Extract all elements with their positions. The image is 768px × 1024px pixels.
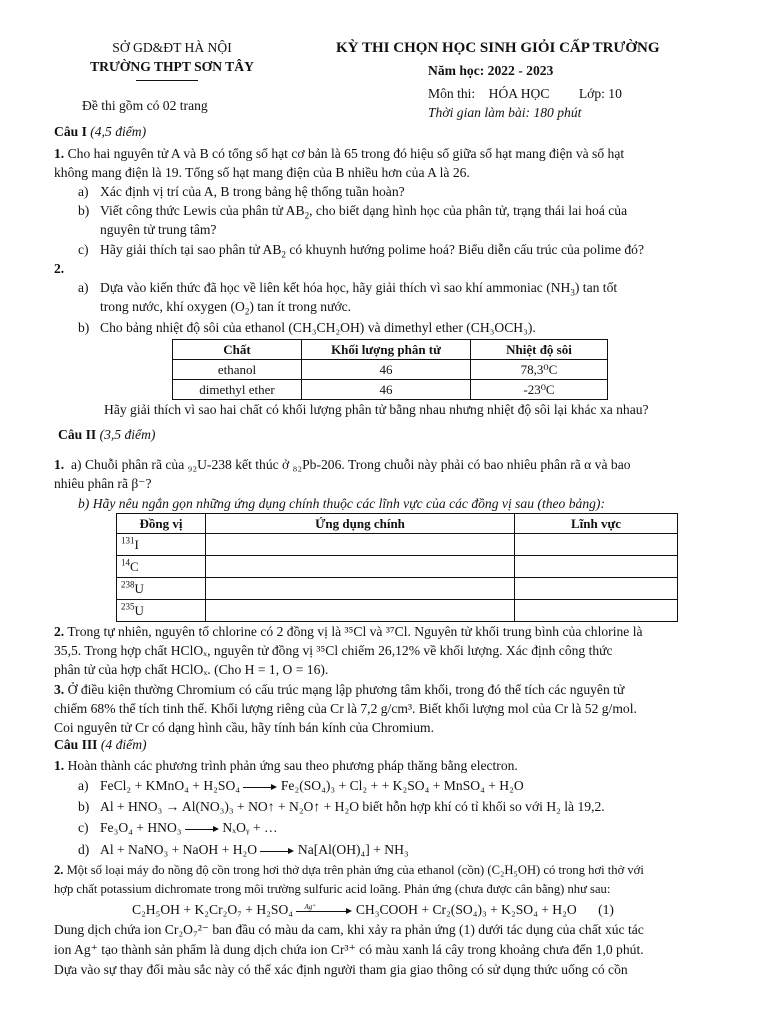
- subject-name: HÓA HỌC: [488, 86, 550, 101]
- subject-line: [428, 86, 622, 102]
- q1-points: (4,5 điểm): [90, 124, 147, 139]
- isotope-table: [116, 513, 678, 622]
- table-cell: 46: [302, 360, 471, 380]
- q1-2b: b) Cho bảng nhiệt độ sôi của ethanol (CH₃CH₂OH) và dimethyl ether (CH₃OCH₃).: [78, 320, 536, 335]
- grade: Lớp: 10: [578, 86, 622, 101]
- q2-p3-line1: 3. Ở điều kiện thường Chromium có cấu trúc mạng lập phương tâm khối, trong đó thể tích các nguyên tử: [54, 682, 625, 697]
- q3-points: (4 điểm): [100, 737, 147, 752]
- reaction-arrow: [296, 902, 352, 915]
- table-row: [117, 578, 678, 600]
- q2-heading: [58, 427, 155, 443]
- table-row: [173, 380, 608, 400]
- catalyst-label: Ag⁺: [304, 902, 316, 911]
- reaction-arrow: [260, 847, 294, 855]
- table-row: [173, 360, 608, 380]
- table-cell: [515, 534, 678, 556]
- table-header: Ứng dụng chính: [206, 514, 515, 534]
- dept-name: SỞ GD&ĐT HÀ NỘI: [112, 40, 232, 55]
- table-cell: 46: [302, 380, 471, 400]
- q3-p2-line5: Dựa vào sự thay đổi màu sắc này có thể xác định người tham gia giao thông có sử dụng thức uống có cồn: [54, 962, 628, 977]
- table-cell: [515, 600, 678, 622]
- q1-2-question: Hãy giải thích vì sao hai chất có khối lượng phân tử bằng nhau nhưng nhiệt độ sôi lại khác xa nhau?: [104, 402, 649, 417]
- q1-p1-line2: không mang điện là 19. Tổng số hạt mang điện của B nhiều hơn của A là 26.: [54, 165, 470, 180]
- q1-2a-line1: a) Dựa vào kiến thức đã học về liên kết hóa học, hãy giải thích vì sao khí ammoniac $(NH_3)$ tan tốt: [78, 280, 618, 298]
- table-cell: [515, 578, 678, 600]
- q3-p2-line2: hợp chất potassium dichromate trong môi trường sulfuric acid loãng. Phản ứng (chưa được cân bằng) như sau:: [54, 882, 611, 896]
- breathalyzer-equation: C₂H₅OH + K₂Cr₂O₇ + H₂SO₄ Ag⁺ CH₃COOH + Cr₂(SO₄)₃ + K₂SO₄ + H₂O (1): [132, 900, 614, 919]
- q2-1a-line2: nhiêu phân rã β⁻?: [54, 476, 152, 491]
- q1-p2-num: 2.: [54, 261, 65, 276]
- q1-c: c) Hãy giải thích tại sao phân tử $AB_2$ có khuynh hướng polime hoá? Biểu diễn cấu trúc của polime đó?: [78, 242, 644, 260]
- boiling-point-table: [172, 339, 608, 400]
- q3-p2-line4: ion Ag⁺ tạo thành sản phẩm là dung dịch chứa ion Cr³⁺ có màu xanh lá cây trong khoảng chưa đến 1,0 phút.: [54, 942, 644, 957]
- table-row: [117, 600, 678, 622]
- table-cell: ethanol: [173, 360, 302, 380]
- table-header-row: [173, 340, 608, 360]
- q1-a: a) Xác định vị trí của A, B trong bảng hệ thống tuần hoàn?: [78, 184, 405, 199]
- table-cell: -23⁰C: [471, 380, 608, 400]
- school-name: TRƯỜNG THPT SƠN TÂY: [90, 59, 254, 74]
- q1-title: Câu I: [54, 124, 87, 139]
- q2-points: (3,5 điểm): [99, 427, 156, 442]
- q2-p3-line3: Coi nguyên tử Cr có dạng hình cầu, hãy tính bán kính của Chromium.: [54, 720, 435, 735]
- q2-title: Câu II: [58, 427, 97, 442]
- reaction-d: d) Al + NaNO₃ + NaOH + H₂O Na[Al(OH)₄] + NH₃: [78, 842, 409, 857]
- isotope-cell: $^{235}$U: [117, 600, 206, 622]
- isotope-cell: $^{14}$C: [117, 556, 206, 578]
- table-header: Chất: [173, 340, 302, 360]
- reaction-arrow: [243, 783, 277, 791]
- q1-b-line1: b) Viết công thức Lewis của phân tử $AB_2$, cho biết dạng hình học của phân tử, trạng thái lai hoá của: [78, 203, 628, 221]
- q2-p2-line2: 35,5. Trong hợp chất HClOₓ, nguyên tử đồng vị ³⁵Cl chiếm 26,12% về khối lượng. Xác định công thức: [54, 643, 613, 658]
- table-cell: [206, 556, 515, 578]
- isotope-cell: $^{131}$I: [117, 534, 206, 556]
- q3-p1: 1. Hoàn thành các phương trình phản ứng sau theo phương pháp thăng bằng electron.: [54, 758, 518, 773]
- q1-p1-line1: 1. Cho hai nguyên tử A và B có tổng số hạt cơ bản là 65 trong đó hiệu số giữa số hạt mang điện và số hạt: [54, 146, 625, 161]
- table-cell: dimethyl ether: [173, 380, 302, 400]
- reaction-c: c) Fe₃O₄ + HNO₃ NₓOᵧ + …: [78, 820, 278, 835]
- reaction-arrow: [185, 825, 219, 833]
- school-year: Năm học: 2022 - 2023: [428, 63, 554, 78]
- q3-p2-line3: Dung dịch chứa ion Cr₂O₇²⁻ ban đầu có màu da cam, khi xảy ra phản ứng (1) dưới tác dụng của chất xúc tác: [54, 922, 644, 937]
- q3-title: Câu III: [54, 737, 98, 752]
- q2-1b: b) Hãy nêu ngắn gọn những ứng dụng chính thuộc các lĩnh vực của các đồng vị sau (theo bảng):: [78, 496, 605, 511]
- table-cell: [206, 600, 515, 622]
- table-cell: 78,3⁰C: [471, 360, 608, 380]
- exam-title: KỲ THI CHỌN HỌC SINH GIỎI CẤP TRƯỜNG: [336, 40, 660, 56]
- table-cell: [206, 578, 515, 600]
- table-cell: [515, 556, 678, 578]
- q3-heading: [54, 737, 147, 753]
- table-header-row: [117, 514, 678, 534]
- table-row: [117, 556, 678, 578]
- q1-heading: [54, 124, 146, 140]
- table-header: Lĩnh vực: [515, 514, 678, 534]
- equation-number: (1): [598, 902, 614, 917]
- q2-p3-line2: chiếm 68% thể tích tinh thể. Khối lượng riêng của Cr là 7,2 g/cm³. Biết khối lượng mol của Cr là 52 g/mol.: [54, 701, 637, 716]
- table-row: [117, 534, 678, 556]
- table-header: Khối lượng phân tử: [302, 340, 471, 360]
- q1-2a-line2: trong nước, khí oxygen $(O_2)$ tan ít trong nước.: [100, 299, 352, 317]
- reaction-a: a) FeCl₂ + KMnO₄ + H₂SO₄ Fe₂(SO₄)₃ + Cl₂ + + K₂SO₄ + MnSO₄ + H₂O: [78, 778, 524, 793]
- pages-note: Đề thi gồm có 02 trang: [82, 98, 208, 113]
- q2-p2-line3: phân tử của hợp chất HClOₓ. (Cho H = 1, O = 16).: [54, 662, 329, 677]
- subject-label: Môn thi:: [428, 86, 476, 101]
- table-cell: [206, 534, 515, 556]
- exam-time: Thời gian làm bài: 180 phút: [428, 105, 582, 120]
- isotope-cell: $^{238}$U: [117, 578, 206, 600]
- q3-p2-line1: 2. Một số loại máy đo nồng độ cồn trong hơi thở dựa trên phản ứng của ethanol (cồn) (C₂H₅OH) có trong hơi thở với: [54, 863, 644, 877]
- header-divider: [136, 80, 198, 81]
- q2-p2-line1: 2. Trong tự nhiên, nguyên tố chlorine có 2 đồng vị là ³⁵Cl và ³⁷Cl. Nguyên tử khối trung bình của chlorine là: [54, 624, 643, 639]
- reaction-b: b) Al + HNO₃ → Al(NO₃)₃ + NO↑ + N₂O↑ + H₂O biết hỗn hợp khí có tỉ khối so với H₂ là 19,2.: [78, 799, 605, 814]
- table-header: Nhiệt độ sôi: [471, 340, 608, 360]
- q2-1a-line1: 1. a) Chuỗi phân rã của ₉₂U-238 kết thúc ở ₈₂Pb-206. Trong chuỗi này phải có bao nhiêu phân rã α và bao: [54, 457, 631, 472]
- q1-b-line2: nguyên tử trung tâm?: [100, 222, 217, 237]
- table-header: Đồng vị: [117, 514, 206, 534]
